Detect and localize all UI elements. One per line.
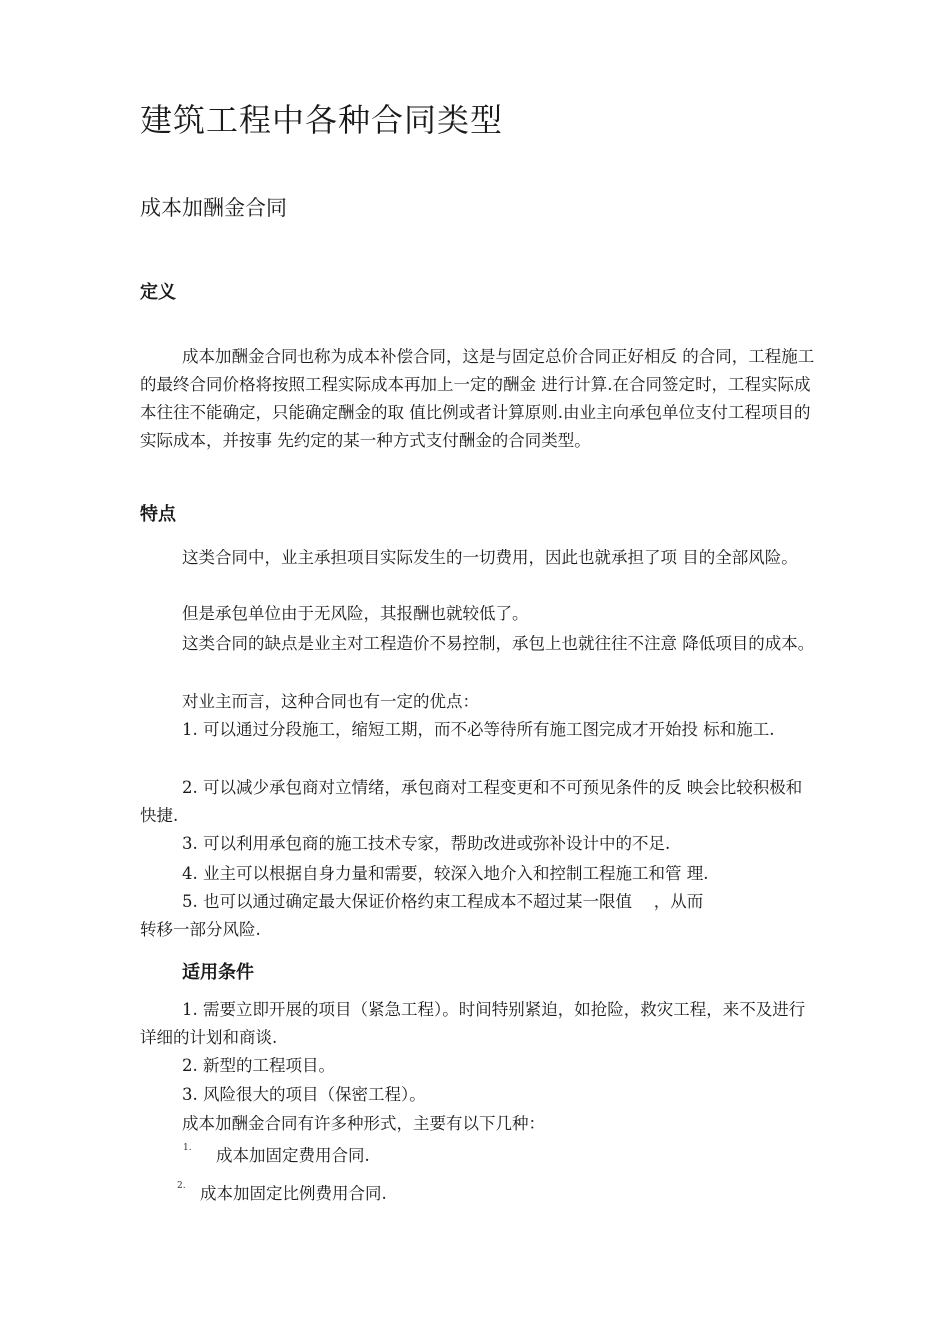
definition-paragraph: 成本加酬金合同也称为成本补偿合同，这是与固定总价合同正好相反 的合同，工程施工的最终合同价格将按照工程实际成本再加上一定的酬金 进行计算.在合同签定时，工程实际成本往往不能确定，只能确定酬金的取 值比例或者计算原则.由业主向承包单位支付工程项目的实际成本，并按事 先约定的某一种方式支付酬金的合同类型。: [140, 347, 815, 450]
features-paragraph-2: 但是承包单位由于无风险，其报酬也就较低了。: [182, 604, 529, 623]
advantage-item-1: 1. 可以通过分段施工，缩短工期，而不必等待所有施工图完成才开始投 标和施工.: [182, 720, 775, 739]
condition-item-2: 2. 新型的工程项目。: [182, 1056, 335, 1075]
advantage-item-4: 4. 业主可以根据自身力量和需要，较深入地介入和控制工程施工和管 理.: [182, 864, 709, 883]
document-subtitle: 成本加酬金合同: [140, 196, 287, 220]
advantage-item-5-line-1: 5. 也可以通过确定最大保证价格约束工程成本不超过某一限值 ，从而: [182, 892, 704, 911]
list-marker: 1.: [183, 1143, 192, 1153]
definition-heading: 定义: [140, 282, 176, 303]
features-paragraph-4: 对业主而言，这种合同也有一定的优点：: [182, 692, 479, 711]
advantage-item-5-line-2: 转移一部分风险.: [140, 920, 261, 939]
features-paragraph-3: 这类合同的缺点是业主对工程造价不易控制，承包上也就往往不注意 降低项目的成本。: [182, 634, 815, 653]
list-item-text: 成本加固定比例费用合同.: [200, 1184, 387, 1203]
condition-item-1: 1. 需要立即开展的项目（紧急工程）。时间特别紧迫，如抢险，救灾工程，来不及进行详细的计划和商谈.: [140, 1000, 806, 1047]
list-marker: 2.: [177, 1181, 186, 1191]
document-title: 建筑工程中各种合同类型: [140, 101, 504, 139]
list-item-text: 成本加固定费用合同.: [216, 1146, 370, 1165]
forms-intro: 成本加酬金合同有许多种形式，主要有以下几种：: [182, 1114, 545, 1133]
conditions-heading: 适用条件: [182, 962, 254, 983]
condition-item-3: 3. 风险很大的项目（保密工程）。: [182, 1085, 426, 1104]
features-paragraph-1: 这类合同中，业主承担项目实际发生的一切费用，因此也就承担了项 目的全部风险。: [182, 548, 798, 567]
advantage-item-2: 2. 可以减少承包商对立情绪，承包商对工程变更和不可预见条件的反 映会比较积极和快捷.: [140, 778, 803, 825]
features-heading: 特点: [140, 504, 176, 525]
advantage-item-3: 3. 可以利用承包商的施工技术专家，帮助改进或弥补设计中的不足.: [182, 834, 671, 853]
